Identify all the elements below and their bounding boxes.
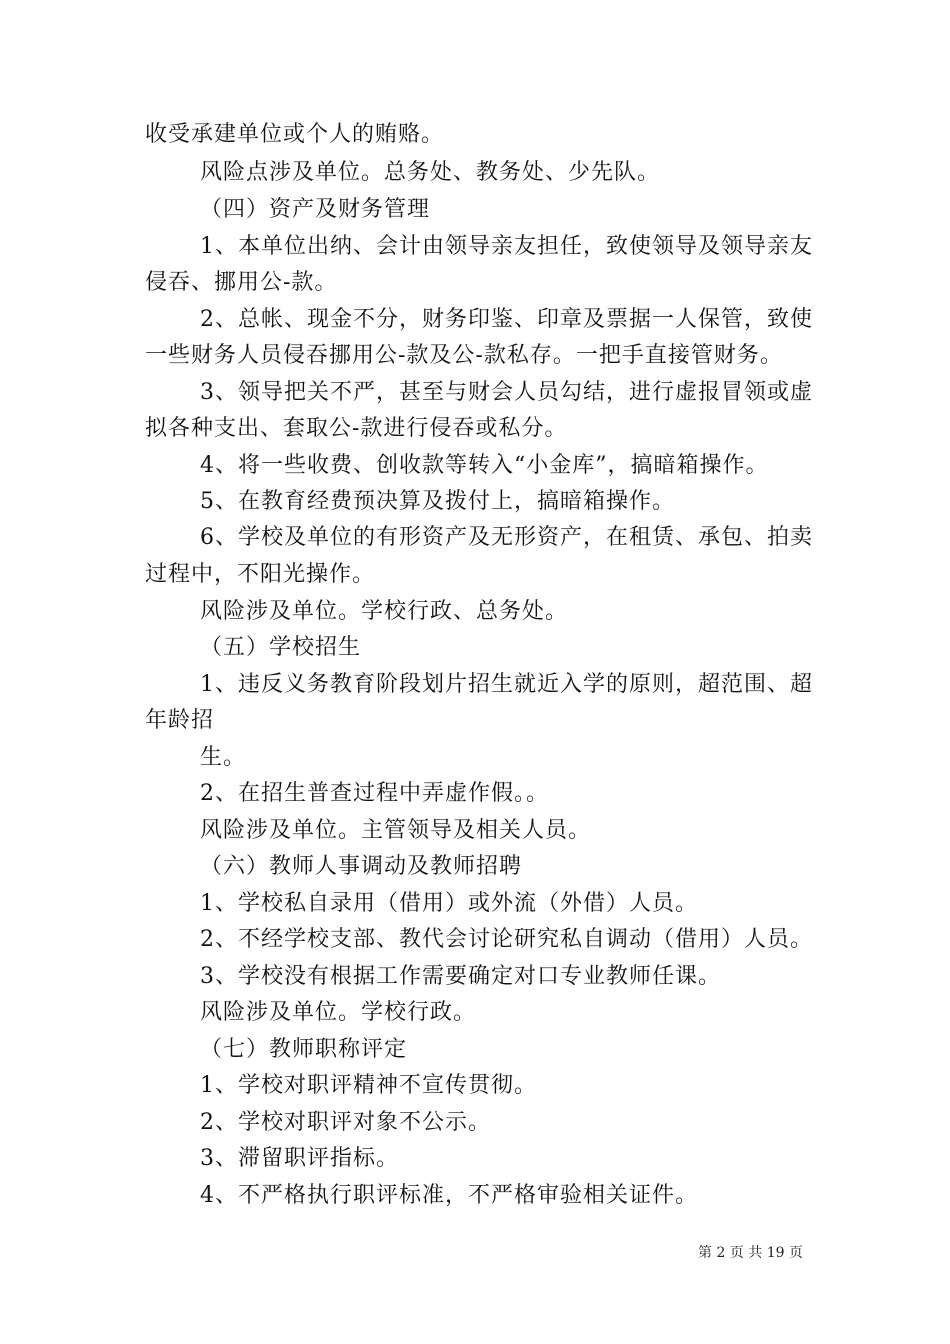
text-line: 4、将一些收费、创收款等转入“小金库”，搞暗箱操作。 [200, 453, 769, 478]
text-line: 2、不经学校支部、教代会讨论研究私自调动（借用）人员。 [200, 927, 813, 952]
text-line: 生。 [200, 745, 247, 770]
page-number: 第 2 页 共 19 页 [698, 1245, 803, 1261]
text-line: 一些财务人员侵吞挪用公-款及公-款私存。一把手直接管财务。 [145, 343, 783, 368]
text-line: 1、本单位出纳、会计由领导亲友担任，致使领导及领导亲友 [200, 234, 813, 259]
section-heading: （七）教师职称评定 [200, 1037, 408, 1062]
text-line: 3、学校没有根据工作需要确定对口专业教师任课。 [200, 964, 721, 989]
text-line: 2、在招生普查过程中弄虚作假。。 [200, 781, 549, 806]
text-line: 2、学校对职评对象不公示。 [200, 1110, 491, 1135]
text-line: 侵吞、挪用公-款。 [145, 270, 338, 295]
text-line: 3、滞留职评指标。 [200, 1146, 399, 1171]
text-line: 风险涉及单位。学校行政、总务处。 [200, 599, 569, 624]
section-heading: （四）资产及财务管理 [200, 197, 431, 222]
text-line: 1、学校私自录用（借用）或外流（外借）人员。 [200, 891, 698, 916]
text-line: 风险点涉及单位。总务处、教务处、少先队。 [200, 160, 661, 185]
text-line: 1、学校对职评精神不宣传贯彻。 [200, 1073, 537, 1098]
text-line: 风险涉及单位。学校行政。 [200, 1000, 477, 1025]
text-line: 6、学校及单位的有形资产及无形资产，在租赁、承包、拍卖 [200, 525, 813, 550]
text-line: 4、不严格执行职评标准，不严格审验相关证件。 [200, 1183, 698, 1208]
text-line: 5、在教育经费预决算及拨付上，搞暗箱操作。 [200, 489, 675, 514]
section-heading: （六）教师人事调动及教师招聘 [200, 854, 523, 879]
text-line: 2、总帐、现金不分，财务印鉴、印章及票据一人保管，致使 [200, 307, 813, 332]
text-line: 过程中，不阳光操作。 [145, 562, 376, 587]
text-line: 风险涉及单位。主管领导及相关人员。 [200, 818, 592, 843]
section-heading: （五）学校招生 [200, 635, 362, 660]
text-line: 3、领导把关不严，甚至与财会人员勾结，进行虚报冒领或虚 [200, 380, 813, 405]
text-line: 年龄招 [145, 708, 215, 733]
text-line: 收受承建单位或个人的贿赂。 [145, 122, 445, 147]
text-line: 拟各种支出、套取公-款进行侵吞或私分。 [145, 416, 568, 441]
text-line: 1、违反义务教育阶段划片招生就近入学的原则，超范围、超 [200, 672, 813, 697]
